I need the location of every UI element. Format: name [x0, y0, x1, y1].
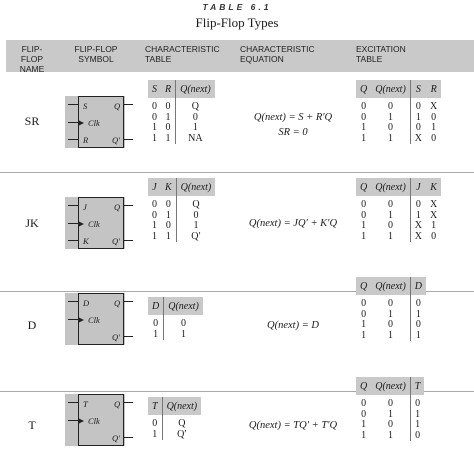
exc-table-t-cell: 1: [361, 419, 367, 430]
exc-table-t-cell: 1: [410, 410, 424, 421]
clk-label: Clk: [88, 416, 100, 426]
exc-table-jk-cell: 1: [361, 230, 367, 242]
exc-table-t-head-cell: Q: [356, 377, 371, 395]
input-lead: [68, 223, 78, 224]
exc-table-jk: [356, 178, 441, 242]
input-lead: [68, 104, 78, 105]
input-lead: [68, 420, 78, 421]
clk-label: Clk: [88, 219, 100, 229]
exc-table-t-cell: 1: [361, 429, 367, 441]
char-table-d-row: [148, 315, 203, 330]
char-table-t-cell: 1: [152, 428, 158, 440]
exc-table-sr-head-cell: Q: [356, 80, 371, 98]
exc-table-sr-cell: 0: [361, 101, 367, 112]
char-table-sr-cell: 0: [176, 113, 215, 124]
exc-table-jk-cell: 1: [388, 230, 393, 242]
pin-label: Q′: [112, 433, 120, 443]
char-table-sr-cell: 1: [165, 132, 171, 144]
input-lead: [68, 122, 78, 123]
header-name: FLIP-FLOP NAME: [19, 44, 45, 74]
char-table-jk-cell: 1: [176, 221, 215, 232]
char-table-sr-cell: NA: [176, 134, 215, 145]
exc-table-t-head-cell: Q(next): [371, 377, 410, 395]
exc-table-d-cell: 0: [410, 320, 426, 331]
exc-table-jk-cell: X: [430, 199, 438, 210]
char-table-d-cell: 1: [164, 330, 203, 341]
char-table-sr-cell: 1: [176, 123, 215, 134]
char-table-sr-cell: 0: [165, 101, 171, 112]
exc-table-sr-row: [356, 134, 441, 145]
char-table-jk-cell: 1: [165, 209, 171, 221]
char-table-t-row: [148, 415, 201, 430]
char-table-jk-cell: 0: [176, 211, 215, 222]
ff-symbol-box: [78, 394, 124, 446]
exc-table-d-row: [356, 331, 426, 342]
exc-table-t-row: [356, 420, 424, 431]
row-divider: [0, 172, 474, 173]
char-table-sr-cell: 1: [152, 122, 157, 133]
exc-table-t-row: [356, 431, 424, 442]
exc-table-d-cell: 1: [388, 308, 393, 320]
exc-table-d-cell: 1: [410, 310, 426, 321]
output-lead: [124, 139, 133, 140]
exc-table-sr-cell: 1: [361, 122, 367, 133]
char-table-sr-cell: 0: [165, 122, 171, 133]
exc-table-jk-cell: 0: [431, 230, 437, 242]
char-table-sr-head-cell: Q(next): [176, 80, 215, 98]
exc-table-sr-cell: 0: [431, 132, 437, 144]
exc-table-sr-cell: 1: [388, 132, 393, 144]
char-table-jk-row: [148, 232, 215, 243]
exc-table-jk-head-cell: Q(next): [371, 178, 410, 196]
exc-table-d-cell: 1: [388, 329, 393, 341]
exc-table-d-cell: 0: [361, 298, 367, 309]
exc-table-jk-row: [356, 211, 441, 222]
exc-table-sr-cell: 1: [388, 111, 393, 123]
ff-name-jk: JK: [25, 216, 39, 230]
exc-table-d-cell: 0: [388, 319, 393, 330]
exc-table-sr-cell: 0: [361, 111, 367, 123]
ff-name-t: T: [28, 418, 36, 432]
char-table-sr-cell: Q: [176, 98, 215, 113]
exc-table-sr-head-cell: Q(next): [371, 80, 410, 98]
exc-table-jk-cell: 1: [410, 211, 426, 222]
exc-table-jk-row: [356, 232, 441, 243]
exc-table-d-head-cell: Q: [356, 277, 371, 295]
clk-label: Clk: [88, 315, 100, 325]
pin-label: Q′: [112, 135, 120, 145]
exc-table-d: [356, 277, 426, 341]
char-table-jk-cell: 0: [152, 209, 157, 221]
exc-table-sr-cell: 0: [410, 98, 426, 113]
char-table-sr-cell: 1: [165, 111, 171, 123]
char-table-sr-head-cell: S: [148, 80, 161, 98]
pin-label: S: [83, 101, 88, 111]
output-lead: [124, 104, 133, 105]
equation-line: Q(next) = S + R′Q: [253, 112, 333, 123]
char-table-jk-cell: 1: [152, 230, 157, 242]
exc-table-jk-head-cell: J: [410, 178, 426, 196]
equation-line: Q(next) = TQ′ + T′Q: [248, 420, 338, 431]
exc-table-t-cell: 0: [410, 395, 424, 410]
exc-table-sr-row: [356, 123, 441, 134]
char-table-jk-cell: 0: [165, 199, 171, 210]
char-table-t-head-cell: Q(next): [162, 397, 201, 415]
exc-table-t-cell: 0: [388, 419, 393, 430]
pin-label: T: [83, 399, 88, 409]
exc-table-sr-cell: 1: [410, 113, 426, 124]
char-equation-sr: [238, 110, 348, 140]
exc-table-t-cell: 1: [388, 429, 393, 441]
exc-table-sr-cell: 1: [431, 122, 437, 133]
input-lead: [68, 301, 78, 302]
exc-table-d-cell: 0: [410, 295, 426, 310]
exc-table-t-cell: 1: [410, 420, 424, 431]
exc-table-sr-cell: X: [430, 101, 438, 112]
char-table-jk-cell: 1: [152, 220, 157, 231]
exc-table-sr-row: [356, 113, 441, 124]
exc-table-jk-row: [356, 221, 441, 232]
exc-table-t-cell: 0: [410, 431, 424, 442]
exc-table-sr-cell: 0: [388, 122, 393, 133]
exc-table-jk-cell: X: [430, 209, 438, 221]
table-number: TABLE 6.1: [202, 2, 272, 12]
char-table-sr-row: [148, 123, 215, 134]
char-equation-t: [238, 418, 348, 433]
exc-table-sr-head-cell: S: [410, 80, 426, 98]
equation-line: SR = 0: [278, 127, 308, 138]
char-table-sr-row: [148, 134, 215, 145]
output-lead: [124, 402, 133, 403]
exc-table-t: [356, 377, 424, 441]
char-table-jk-row: [148, 221, 215, 232]
char-table-d-head-cell: Q(next): [164, 297, 203, 315]
exc-table-jk-cell: 0: [361, 209, 367, 221]
pin-label: Q: [114, 101, 121, 111]
char-table-t-cell: Q′: [162, 430, 201, 441]
exc-table-d-cell: 1: [361, 319, 367, 330]
input-lead: [68, 240, 78, 241]
exc-table-t-head-cell: T: [410, 377, 424, 395]
char-equation-d: [238, 318, 348, 333]
exc-table-t-cell: 0: [361, 408, 367, 420]
exc-table-t-cell: 0: [361, 398, 367, 409]
char-table-sr-row: [148, 113, 215, 124]
char-table-d-row: [148, 330, 203, 341]
char-table-t-cell: 0: [152, 418, 158, 429]
exc-table-sr-cell: 0: [431, 111, 437, 123]
exc-table-t-row: [356, 395, 424, 410]
exc-table-jk-head-cell: Q: [356, 178, 371, 196]
char-table-jk-row: [148, 211, 215, 222]
clock-arrow-icon: [78, 120, 84, 126]
output-lead: [124, 205, 133, 206]
char-table-sr-cell: 0: [152, 101, 157, 112]
equation-line: Q(next) = JQ′ + K′Q: [248, 218, 338, 229]
char-table-jk-cell: Q′: [176, 232, 215, 243]
char-table-t-head-cell: T: [148, 397, 162, 415]
char-table-sr-head-cell: R: [161, 80, 176, 98]
char-equation-jk: [238, 216, 348, 231]
char-table-d-cell: 1: [153, 328, 159, 340]
exc-table-t-cell: 1: [388, 408, 393, 420]
pin-label: Q: [114, 399, 121, 409]
char-table-sr-row: [148, 98, 215, 113]
exc-table-d-cell: 0: [361, 308, 367, 320]
char-table-sr-cell: 1: [152, 132, 157, 144]
exc-table-sr-cell: 1: [361, 132, 367, 144]
char-table-jk-cell: Q: [176, 196, 215, 211]
exc-table-jk-cell: X: [410, 221, 426, 232]
exc-table-sr-row: [356, 98, 441, 113]
exc-table-sr-cell: X: [410, 134, 426, 145]
ff-symbol-box: [78, 293, 124, 345]
exc-table-d-cell: 1: [361, 329, 367, 341]
pin-label: Q′: [112, 236, 120, 246]
exc-table-sr-cell: 0: [388, 101, 393, 112]
pin-label: D: [83, 298, 90, 308]
char-table-jk-cell: 0: [152, 199, 157, 210]
clk-label: Clk: [88, 118, 100, 128]
input-lead: [68, 319, 78, 320]
input-lead: [68, 402, 78, 403]
char-table-sr: [148, 80, 215, 144]
char-table-jk-head-cell: K: [161, 178, 176, 196]
ff-name-sr: SR: [24, 114, 40, 128]
clock-arrow-icon: [78, 221, 84, 227]
table-title: Flip-Flop Types: [195, 15, 279, 30]
pin-label: Q: [114, 202, 121, 212]
input-lead: [68, 139, 78, 140]
char-table-jk-cell: 1: [165, 230, 171, 242]
header-symbol: FLIP-FLOP SYMBOL: [74, 44, 118, 64]
pin-label: Q′: [112, 332, 120, 342]
ff-name-d: D: [27, 318, 37, 332]
header-exc-table: EXCITATION TABLE: [356, 44, 406, 64]
char-table-t-cell: Q: [162, 415, 201, 430]
exc-table-t-cell: 0: [388, 398, 393, 409]
exc-table-d-row: [356, 320, 426, 331]
exc-table-sr-cell: 0: [410, 123, 426, 134]
char-table-jk-head-cell: Q(next): [176, 178, 215, 196]
exc-table-jk-cell: 1: [361, 220, 367, 231]
exc-table-jk-head-cell: K: [426, 178, 441, 196]
char-table-jk-cell: 0: [165, 220, 171, 231]
output-lead: [124, 336, 133, 337]
exc-table-d-head-cell: D: [410, 277, 426, 295]
output-lead: [124, 301, 133, 302]
pin-label: J: [83, 202, 87, 212]
equation-line: Q(next) = D: [267, 320, 319, 331]
ff-symbol-box: [78, 96, 124, 148]
exc-table-jk-cell: 1: [388, 209, 393, 221]
char-table-jk-head-cell: J: [148, 178, 161, 196]
header-char-equation: CHARACTERISTIC EQUATION: [240, 44, 315, 64]
exc-table-d-cell: 1: [410, 331, 426, 342]
exc-table-jk-cell: 1: [431, 220, 437, 231]
header-char-table: CHARACTERISTIC TABLE: [145, 44, 220, 64]
pin-label: R: [83, 135, 89, 145]
exc-table-jk-cell: X: [410, 232, 426, 243]
exc-table-jk-cell: 0: [388, 220, 393, 231]
output-lead: [124, 240, 133, 241]
char-table-d: [148, 297, 203, 340]
input-lead: [68, 205, 78, 206]
exc-table-d-row: [356, 295, 426, 310]
ff-symbol-box: [78, 197, 124, 249]
exc-table-sr-head-cell: R: [426, 80, 441, 98]
exc-table-d-cell: 0: [388, 298, 393, 309]
exc-table-jk-row: [356, 196, 441, 211]
char-table-sr-cell: 0: [152, 111, 157, 123]
exc-table-jk-cell: 0: [361, 199, 367, 210]
output-lead: [124, 437, 133, 438]
char-table-d-cell: 0: [153, 318, 159, 329]
clock-arrow-icon: [78, 317, 84, 323]
exc-table-d-head-cell: Q(next): [371, 277, 410, 295]
char-table-t-row: [148, 430, 201, 441]
char-table-jk: [148, 178, 215, 242]
pin-label: K: [83, 236, 89, 246]
char-table-jk-row: [148, 196, 215, 211]
char-table-d-cell: 0: [164, 315, 203, 330]
char-table-d-head-cell: D: [148, 297, 164, 315]
pin-label: Q: [114, 298, 121, 308]
clock-arrow-icon: [78, 418, 84, 424]
char-table-t: [148, 397, 201, 440]
exc-table-jk-cell: 0: [410, 196, 426, 211]
exc-table-jk-cell: 0: [388, 199, 393, 210]
exc-table-sr: [356, 80, 441, 144]
